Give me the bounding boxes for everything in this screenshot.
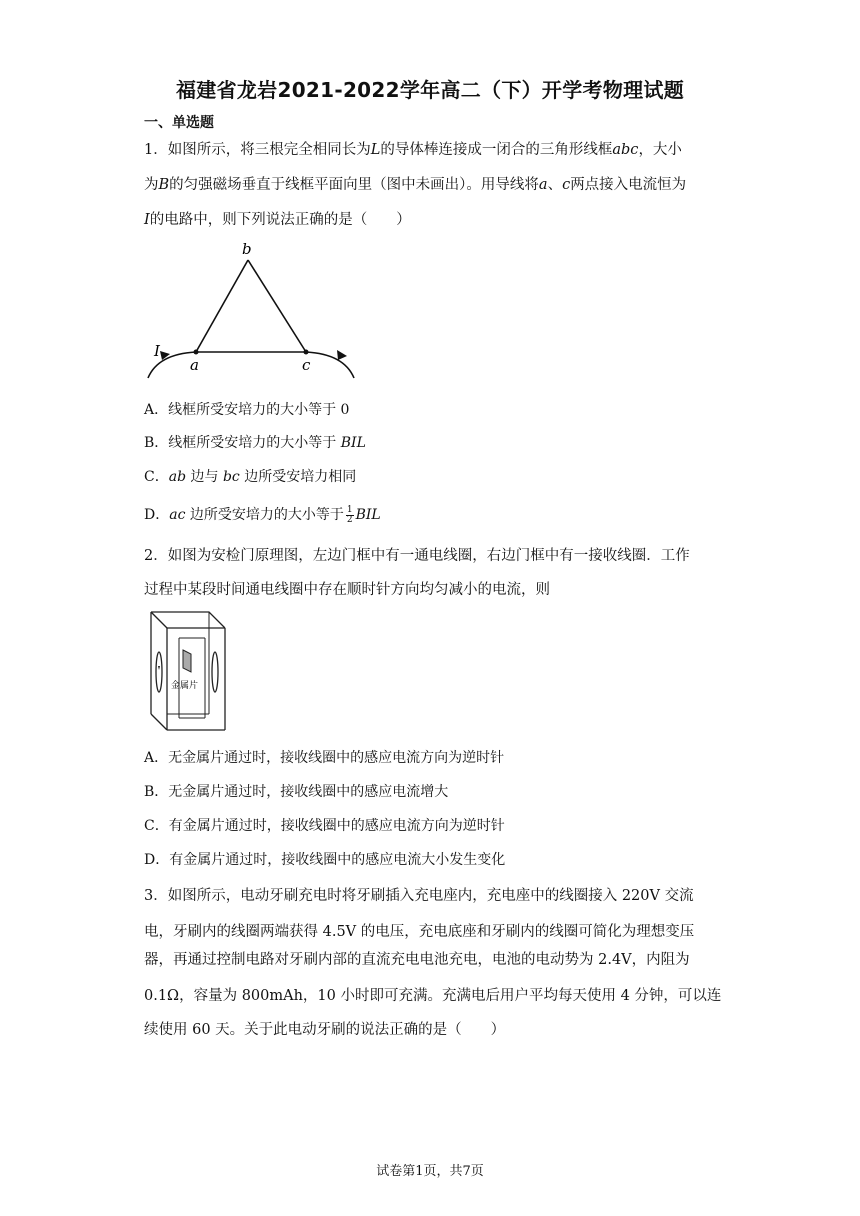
side-bc — [248, 260, 306, 352]
option-text: B．线框所受安培力的大小等于 — [144, 435, 337, 451]
q2-option-b: B．无金属片通过时，接收线圈中的感应电流增大 — [144, 784, 449, 800]
q1-var-abc: abc — [612, 142, 639, 158]
option-text: 边所受安培力的大小等于 — [189, 507, 344, 523]
q1-var-L: L — [370, 142, 381, 158]
q1-line2 — [144, 175, 686, 195]
q2-line1: 2．如图为安检门原理图，左边门框中有一通电线圈，右边门框中有一接收线圈．工作 — [144, 548, 690, 564]
q3-line5: 续使用 60 天。关于此电动牙刷的说法正确的是（ ） — [144, 1022, 506, 1038]
node-a — [194, 350, 199, 355]
option-var: ac — [169, 507, 186, 523]
option-text: 边所受安培力相同 — [244, 469, 357, 485]
q1-text: 的匀强磁场垂直于线框平面向里（图中未画出）。用导线将 — [169, 177, 539, 193]
q1-text: ，大小 — [638, 142, 682, 158]
label-b: b — [242, 240, 252, 258]
q1-option-c — [144, 467, 356, 487]
option-var: BIL — [355, 507, 381, 523]
q1-var-c: c — [562, 177, 571, 193]
page-title: 福建省龙岩2021-2022学年高二（下）开学考物理试题 — [175, 78, 685, 102]
q3-line2: 电，牙刷内的线圈两端获得 4.5V 的电压，充电底座和牙刷内的线圈可简化为理想变压 — [144, 924, 695, 940]
metal-sheet-label: 金属片 — [171, 681, 199, 691]
q1-text: 的电路中，则下列说法正确的是（ ） — [149, 212, 411, 228]
q3-line4: 0.1Ω，容量为 800mAh，10 小时即可充满。充满电后用户平均每天使用 4 分钟，可以连 — [144, 988, 722, 1004]
q1-text: 两点接入电流恒为 — [570, 177, 687, 193]
side-ab — [196, 260, 248, 352]
node-c — [304, 350, 309, 355]
page-footer: 试卷第1页，共7页 — [376, 1164, 484, 1179]
label-c: c — [302, 356, 311, 374]
q1-text: 1．如图所示，将三根完全相同长为 — [144, 142, 371, 158]
q1-option-a: A．线框所受安培力的大小等于 0 — [144, 402, 350, 418]
security-gate-figure — [145, 608, 231, 734]
option-text: D． — [144, 507, 170, 523]
q1-option-b — [144, 433, 366, 453]
q1-text: 的导体棒连接成一闭合的三角形线框 — [380, 142, 613, 158]
q2-option-c: C．有金属片通过时，接收线圈中的感应电流方向为逆时针 — [144, 818, 505, 834]
fraction-half — [346, 506, 354, 525]
fraction-denominator: 2 — [346, 514, 353, 525]
q3-line1: 3．如图所示，电动牙刷充电时将牙刷插入充电座内，充电座中的线圈接入 220V 交流 — [144, 888, 694, 904]
metal-sheet — [183, 650, 191, 672]
option-text: C． — [144, 469, 169, 485]
option-var: ab — [168, 469, 187, 485]
transmit-coil — [156, 652, 162, 692]
q1-option-d — [144, 505, 381, 525]
triangle-circuit-figure — [140, 238, 370, 386]
arrow-right-icon — [337, 350, 347, 360]
option-text: 边与 — [190, 469, 219, 485]
option-var: BIL — [340, 435, 366, 451]
q1-var-B: B — [158, 177, 170, 193]
fraction-numerator: 1 — [346, 504, 353, 515]
q1-var-a: a — [538, 177, 548, 193]
q2-option-d: D．有金属片通过时，接收线圈中的感应电流大小发生变化 — [144, 852, 506, 868]
q1-line1 — [144, 140, 682, 160]
q3-line3: 器，再通过控制电路对牙刷内部的直流充电电池充电，电池的电动势为 2.4V，内阻为 — [144, 952, 690, 968]
label-a: a — [190, 356, 199, 374]
q1-text: 、 — [547, 177, 563, 193]
q1-var-I: I — [144, 212, 150, 228]
q2-option-a: A．无金属片通过时，接收线圈中的感应电流方向为逆时针 — [144, 750, 505, 766]
section-heading: 一、单选题 — [144, 115, 214, 131]
option-var: bc — [222, 469, 240, 485]
q1-line3 — [144, 210, 411, 230]
q2-line2: 过程中某段时间通电线圈中存在顺时针方向均匀减小的电流，则 — [144, 582, 550, 598]
receive-coil — [212, 652, 218, 692]
label-I: I — [154, 342, 160, 360]
q1-text: 为 — [144, 177, 159, 193]
